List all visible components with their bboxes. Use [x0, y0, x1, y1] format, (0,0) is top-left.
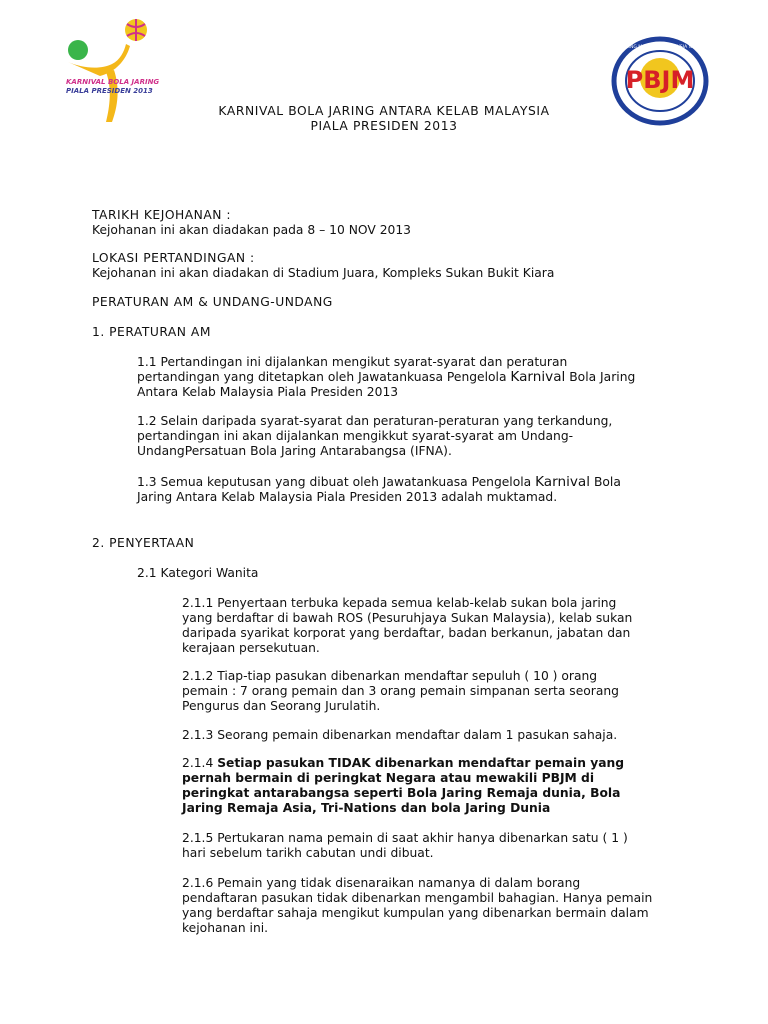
- para-2-1-4-line1: 2.1.4 Setiap pasukan TIDAK dibenarkan mendaftar pemain yang: [182, 756, 625, 770]
- para-1-1-line2: pertandingan yang ditetapkan oleh Jawatankuasa Pengelola Karnival Bola Jaring: [137, 369, 636, 385]
- document-title-line2: PIALA PRESIDEN 2013: [310, 119, 458, 133]
- karnival-logo-line2: PIALA PRESIDEN 2013: [66, 87, 153, 95]
- para-1-2-line1: 1.2 Selain daripada syarat-syarat dan peraturan-peraturan yang terkandung,: [137, 414, 613, 428]
- document-title-line1: KARNIVAL BOLA JARING ANTARA KELAB MALAYSIA: [218, 104, 550, 118]
- lokasi-text: Kejohanan ini akan diadakan di Stadium Juara, Kompleks Sukan Bukit Kiara: [92, 266, 555, 280]
- player-head-icon: [68, 40, 88, 60]
- para-2-1-3: 2.1.3 Seorang pemain dibenarkan mendaftar dalam 1 pasukan sahaja.: [182, 728, 618, 742]
- pbjm-ring-text: PERSATUAN BOLA JARING MALAYSIA · MALAYSIA NETBALL ASSOCIATION: [579, 45, 741, 50]
- para-2-1-1-line1: 2.1.1 Penyertaan terbuka kepada semua kelab-kelab sukan bola jaring: [182, 596, 617, 610]
- para-1-2-line2: pertandingan ini akan dijalankan mengikkut syarat-syarat am Undang-: [137, 429, 574, 443]
- para-1-3-line2: Jaring Antara Kelab Malaysia Piala Presiden 2013 adalah muktamad.: [137, 490, 558, 504]
- para-2-1-2-line1: 2.1.2 Tiap-tiap pasukan dibenarkan mendaftar sepuluh ( 10 ) orang: [182, 669, 598, 683]
- sub-2-1-heading: 2.1 Kategori Wanita: [137, 566, 259, 580]
- karnival-logo-line1: KARNIVAL BOLA JARING: [66, 78, 160, 86]
- para-2-1-1-line2: yang berdaftar di bawah ROS (Pesuruhjaya Sukan Malaysia), kelab sukan: [182, 611, 633, 625]
- para-1-1-line3: Antara Kelab Malaysia Piala Presiden 2013: [137, 385, 399, 399]
- tarikh-heading: TARIKH KEJOHANAN :: [92, 208, 232, 222]
- para-2-1-1-line3: daripada syarikat korporat yang berdaftar, badan berkanun, jabatan dan: [182, 626, 631, 640]
- para-2-1-6-line2: pendaftaran pasukan tidak dibenarkan mengambil bahagian. Hanya pemain: [182, 891, 653, 905]
- para-2-1-1-line4: kerajaan persekutuan.: [182, 641, 320, 655]
- section-2-heading: 2. PENYERTAAN: [92, 536, 195, 550]
- tarikh-text: Kejohanan ini akan diadakan pada 8 – 10 NOV 2013: [92, 223, 411, 237]
- para-2-1-6-line1: 2.1.6 Pemain yang tidak disenaraikan namanya di dalam borang: [182, 876, 581, 890]
- para-2-1-5-line1: 2.1.5 Pertukaran nama pemain di saat akhir hanya dibenarkan satu ( 1 ): [182, 831, 628, 845]
- para-1-1-line1: 1.1 Pertandingan ini dijalankan mengikut syarat-syarat dan peraturan: [137, 355, 568, 369]
- para-2-1-6-line4: kejohanan ini.: [182, 921, 269, 935]
- para-2-1-2-line2: pemain : 7 orang pemain dan 3 orang pemain simpanan serta seorang: [182, 684, 619, 698]
- para-1-3-line1: 1.3 Semua keputusan yang dibuat oleh Jawatankuasa Pengelola Karnival Bola: [137, 474, 621, 490]
- para-2-1-4-line3: peringkat antarabangsa seperti Bola Jaring Remaja dunia, Bola: [182, 786, 621, 800]
- para-2-1-4-line4: Jaring Remaja Asia, Tri-Nations dan bola Jaring Dunia: [182, 801, 551, 815]
- pbjm-letters: PBJM: [625, 66, 695, 94]
- para-1-2-line3: UndangPersatuan Bola Jaring Antarabangsa (IFNA).: [137, 444, 452, 458]
- para-2-1-6-line3: yang berdaftar sahaja mengikut kumpulan yang dibenarkan bermain dalam: [182, 906, 649, 920]
- para-2-1-4-line2: pernah bermain di peringkat Negara atau mewakili PBJM di: [182, 771, 595, 785]
- para-2-1-5-line2: hari sebelum tarikh cabutan undi dibuat.: [182, 846, 434, 860]
- para-2-1-2-line3: Pengurus dan Seorang Jurulatih.: [182, 699, 381, 713]
- section-1-heading: 1. PERATURAN AM: [92, 325, 211, 339]
- peraturan-umum-heading: PERATURAN AM & UNDANG-UNDANG: [92, 295, 333, 309]
- lokasi-heading: LOKASI PERTANDINGAN :: [92, 251, 255, 265]
